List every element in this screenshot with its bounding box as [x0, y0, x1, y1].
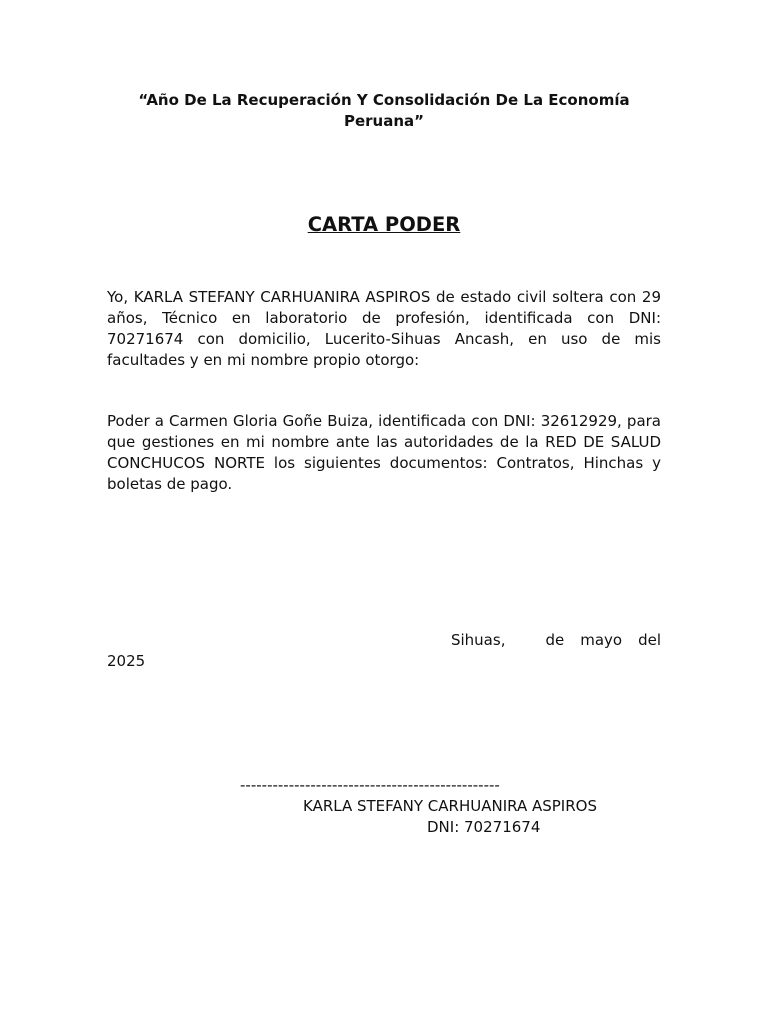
signer-name: KARLA STEFANY CARHUANIRA ASPIROS — [303, 797, 597, 815]
signature-line: ------------------------------------------------ — [240, 776, 500, 794]
date-row — [107, 630, 661, 651]
signer-dni: DNI: 70271674 — [427, 818, 541, 836]
date-de: de — [545, 631, 565, 649]
date-month: mayo — [580, 631, 623, 649]
date-del: del — [638, 631, 661, 649]
date-year: 2025 — [107, 652, 146, 670]
document-title: CARTA PODER — [307, 213, 461, 236]
date-city: Sihuas, — [450, 631, 506, 649]
power-paragraph: Poder a Carmen Gloria Goñe Buiza, identificada con DNI: 32612929, para que gestiones en mi nombre ante las autoridades de la RED DE SALUD CONCHUCOS NORTE los siguientes documentos: Contratos, Hinchas y boletas de pago. — [107, 412, 661, 493]
official-motto: “Año De La Recuperación Y Consolidación De La Economía Peruana” — [138, 91, 630, 130]
grantor-paragraph: Yo, KARLA STEFANY CARHUANIRA ASPIROS de estado civil soltera con 29 años, Técnico en laboratorio de profesión, identificada con DNI: 70271674 con domicilio, Lucerito-Sihuas Ancash, en uso de mis facultades y en mi nombre propio otorgo: — [107, 288, 661, 369]
date-block — [107, 630, 661, 672]
